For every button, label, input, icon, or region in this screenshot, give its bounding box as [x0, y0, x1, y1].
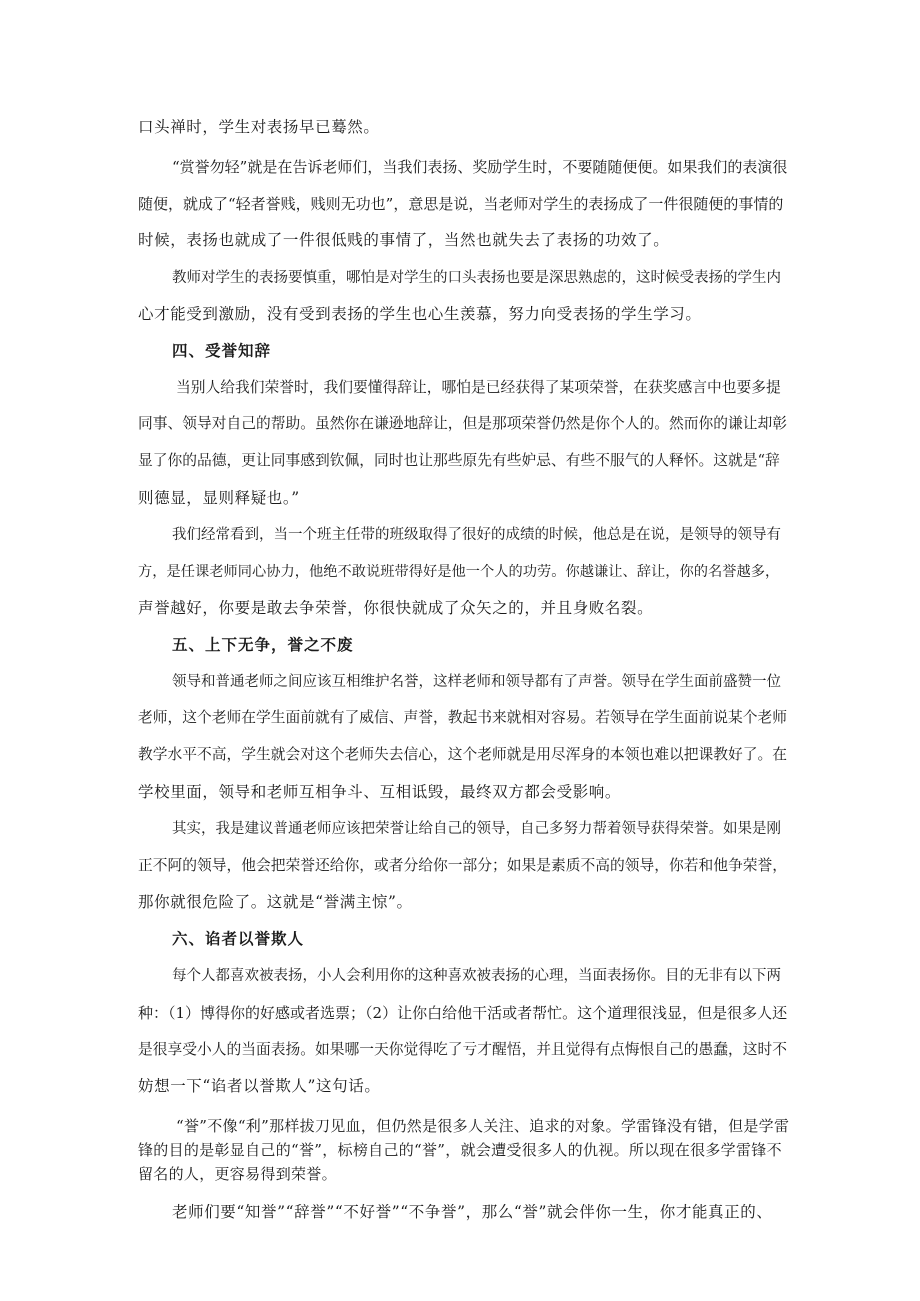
paragraph-line: 妨想一下“谄者以誉欺人”这句话。 [138, 1077, 381, 1095]
paragraph-line: 种：（1）博得你的好感或者选票；（2）让你白给他干活或者帮忙。这个道理很浅显，但是很多人还 [138, 1004, 788, 1022]
paragraph-line: 口头禅时，学生对表扬早已蓦然。 [138, 118, 380, 136]
paragraph-line: 则德显，显则释疑也。” [138, 489, 300, 507]
paragraph-line: 当别人给我们荣誉时，我们要懂得辞让，哪怕是已经获得了某项荣誉，在获奖感言中也要多提 [176, 379, 781, 396]
section-heading: 六、谄者以誉欺人 [172, 930, 305, 948]
paragraph-line: 随便，就成了“轻者誉贱，贱则无功也”，意思是说，当老师对学生的表扬成了一件很随便的事情的 [138, 195, 784, 213]
paragraph-line: “赏誉勿轻”就是在告诉老师们，当我们表扬、奖励学生时，不要随随便便。如果我们的表演很 [172, 158, 788, 176]
paragraph-line: 老师们要“知誉”“辞誉”“不好誉”“不争誉”，那么“誉”就会伴你一生，你才能真正的、 [172, 1203, 773, 1221]
paragraph-line: 声誉越好，你要是敢去争荣誉，你很快就成了众矢之的，并且身败名裂。 [138, 599, 654, 617]
paragraph-line: 老师，这个老师在学生面前就有了威信、声誉，教起书来就相对容易。若领导在学生面前说某个老师 [138, 709, 787, 726]
paragraph-line: 我们经常看到，当一个班主任带的班级取得了很好的成绩的时候，他总是在说，是领导的领导有 [172, 527, 781, 543]
paragraph-line: 心才能受到激励，没有受到表扬的学生也心生羡慕，努力向受表扬的学生学习。 [138, 305, 702, 323]
paragraph-line: 留名的人，更容易得到荣誉。 [138, 1165, 337, 1183]
paragraph-line: 是很享受小人的当面表扬。如果哪一天你觉得吃了亏才醒悟，并且觉得有点悔恨自己的愚蠢，这时不 [138, 1041, 787, 1058]
paragraph-line: “誉”不像“利”那样拔刀见血，但仍然是很多人关注、追求的对象。学雷锋没有错，但是学雷 [176, 1117, 790, 1135]
section-heading: 五、上下无争，誉之不废 [172, 636, 354, 654]
paragraph-line: 正不阿的领导，他会把荣誉还给你，或者分给你一部分；如果是素质不高的领导，你若和他争荣誉， [138, 857, 787, 874]
paragraph-line: 显了你的品德，更让同事感到钦佩，同时也让那些原先有些妒忌、有些不服气的人释怀。这就是“辞 [138, 452, 780, 469]
section-heading: 四、受誉知辞 [172, 342, 272, 360]
paragraph-line: 时候，表扬也就成了一件很低贱的事情了，当然也就失去了表扬的功效了。 [138, 231, 670, 249]
paragraph-line: 锋的目的是彰显自己的“誉”，标榜自己的“誉”，就会遭受很多人的仇视。所以现在很多学雷锋不 [138, 1141, 782, 1159]
paragraph-line: 教学水平不高，学生就会对这个老师失去信心，这个老师就是用尽浑身的本领也难以把课教好了。在 [138, 746, 787, 763]
paragraph-line: 教师对学生的表扬要慎重，哪怕是对学生的口头表扬也要是深思熟虑的，这时候受表扬的学生内 [172, 270, 781, 286]
paragraph-line: 每个人都喜欢被表扬，小人会利用你的这种喜欢被表扬的心理，当面表扬你。目的无非有以下两 [172, 968, 781, 984]
paragraph-line: 方，是任课老师同心协力，他绝不敢说班带得好是他一个人的功劳。你越谦让、辞让，你的名誉越多， [138, 564, 780, 580]
paragraph-line: 其实，我是建议普通老师应该把荣誉让给自己的领导，自己多努力帮着领导获得荣誉。如果是刚 [172, 821, 781, 837]
paragraph-line: 领导和普通老师之间应该互相维护名誉，这样老师和领导都有了声誉。领导在学生面前盛赞一位 [172, 674, 781, 690]
paragraph-line: 那你就很危险了。这就是“誉满主惊”。 [138, 893, 413, 911]
paragraph-line: 学校里面，领导和老师互相争斗、互相诋毁，最终双方都会受影响。 [138, 783, 622, 801]
paragraph-line: 同事、领导对自己的帮助。虽然你在谦逊地辞让，但是那项荣誉仍然是你个人的。然而你的谦让却彰 [138, 415, 787, 432]
